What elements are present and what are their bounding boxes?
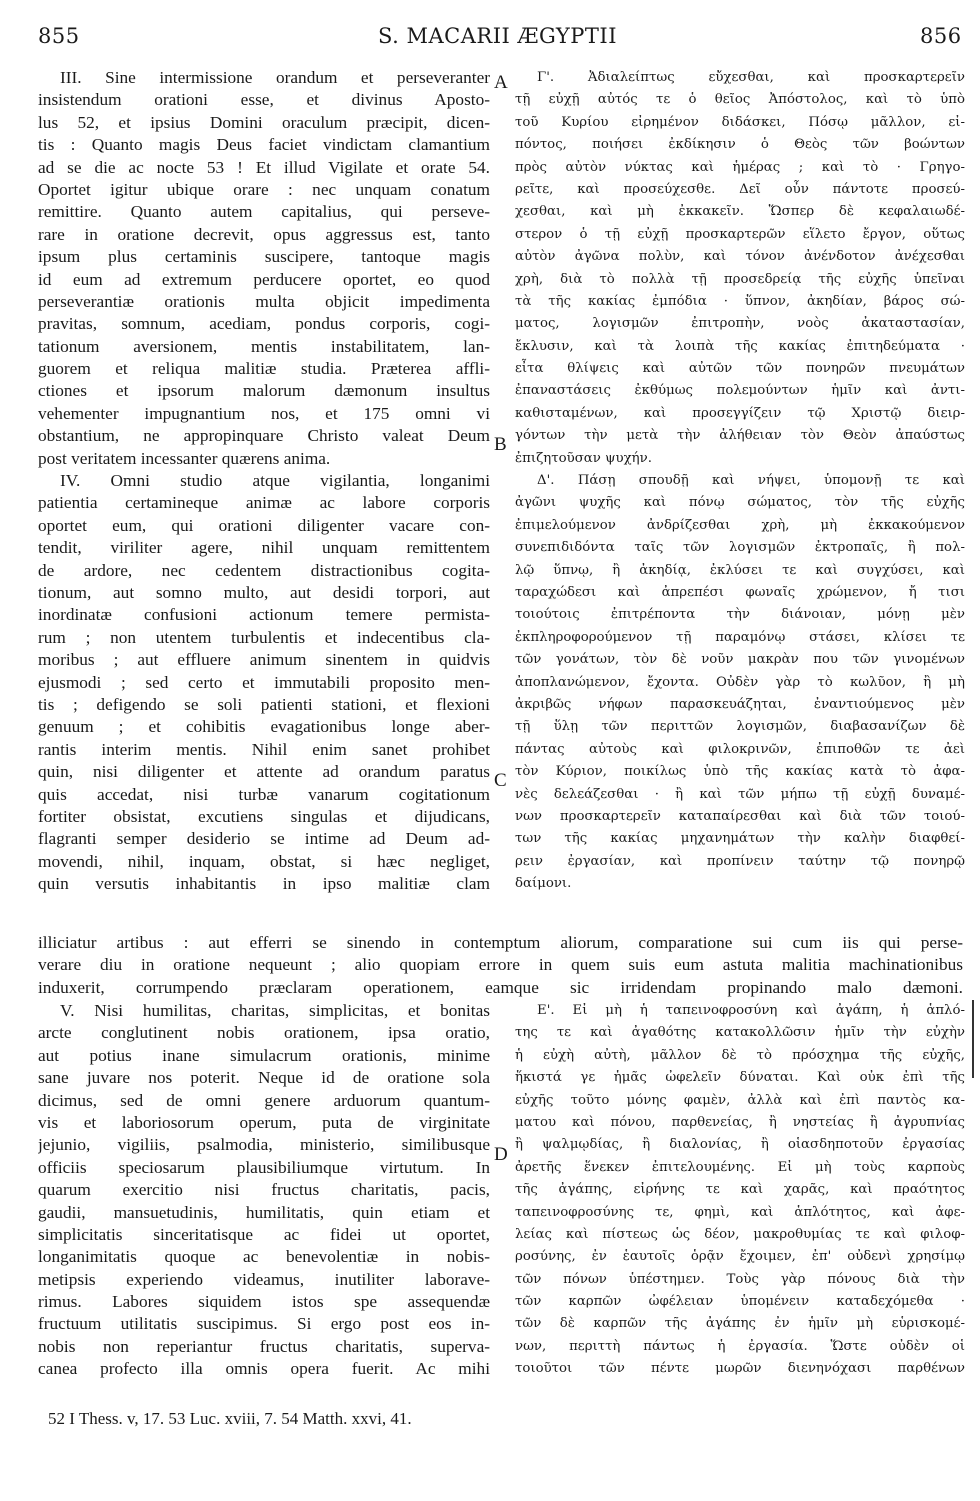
text-line: ἐπαναστάσεις ἐκθύμως πολεμούντων ἡμῖν καὶ ἀντι- [515, 383, 965, 399]
text-line: καθισταμένων, καὶ προσεγγίζειν τῷ Χριστῷ διειρ- [515, 405, 965, 421]
text-line: ἐπιζητοῦσαν ψυχήν. [515, 450, 652, 466]
text-line: nobis non reperiantur fructus charitatis, superva- [38, 1336, 490, 1356]
text-line: obstantium, ne appropinquare Christo valeat Deum [38, 426, 490, 446]
text-line: των τῆς κακίας μηχανημάτων τὴν καλὴν διαφθεί- [515, 831, 965, 847]
text-line: τῇ εὐχῇ αὐτός τε ὁ θεῖος Ἀπόστολος, καὶ τὸ ὑπὸ [515, 92, 965, 108]
text-line: ejusmodi ; sed certo et immutabili proposito men- [38, 672, 490, 692]
text-line: V. Nisi humilitas, charitas, simplicitas, et bonitas [60, 1001, 490, 1020]
text-line: illiciatur artibus : aut efferri se sinendo in contemptum aliorum, comparatione sui cum iis qui perse- [38, 933, 963, 952]
text-line: induxerit, corrumpendo præclaram operationem, eamque sic irridendam propinando malo dæmoni. [38, 977, 963, 997]
text-line: Γ'. Ἀδιαλείπτως εὔχεσθαι, καὶ προσκαρτερεῖν [537, 70, 965, 85]
latin-column-top [38, 67, 490, 895]
text-line: εὐχῆς τοῦτο μόνης φαμὲν, ἀλλὰ καὶ ἐπὶ παντὸς κα- [515, 1092, 965, 1108]
margin-rule [972, 1000, 974, 1078]
text-line: lus 52, et ipsius Domini oraculum præcipit, dicen- [38, 112, 490, 132]
text-line: oportet eum, qui orationi diligenter vacare con- [38, 515, 490, 535]
latin-column-bottom [38, 1000, 490, 1381]
text-line: ταπεινοφροσύνης τε, φημὶ, καὶ ἁπλότητος, καὶ ἀφε- [515, 1204, 965, 1220]
text-line: gaudii, mansuetudinis, humilitatis, quin etiam et [38, 1202, 490, 1222]
running-title: S. MACARII ÆGYPTII [378, 24, 617, 48]
text-line: τὸν Κύριον, ποικίλως ὑπὸ τῆς κακίας κατὰ τὸ ἀφα- [515, 764, 965, 780]
text-line: ἀκριβῶς νήφων παρασκευάζηται, ἐναντιούμενος μὲν [515, 696, 965, 712]
text-line: ματου καὶ πόνου, παρθενείας, ἢ νηστείας ἢ ἀγρυπνίας [515, 1114, 965, 1130]
text-line: III. Sine intermissione orandum et perseveranter [60, 68, 490, 87]
text-line: canea profecto illa omnis opera fuerit. Ac mihi [38, 1359, 490, 1379]
text-line: συνεπιδιδόντα ταῖς τῶν λογισμῶν ἐκτροπαῖς, ἢ πολ- [515, 540, 965, 556]
text-line: τὰ τῆς κακίας ἐμπόδια · ὕπνον, ἀκηδίαν, βάρος σώ- [515, 293, 965, 309]
text-line: post veritatem incessanter quærens anima. [38, 448, 331, 468]
text-line: χρὴ, διὰ τὸ πολλὰ τῇ προσεδρείᾳ τῆς εὐχῆς ὑπεῖναι [515, 271, 965, 287]
text-line: ροσύνης, ἐν ἑαυτοῖς ὁρᾷν ἔχοιμεν, ἐπ' οὐδενὶ χρησίμῳ [515, 1249, 965, 1265]
greek-column-top [515, 67, 965, 895]
text-line: vehementer impugnantium nos, et 175 omni vi [38, 403, 490, 423]
text-line: rum ; non utentem turbulentis et indecentibus cla- [38, 627, 490, 647]
text-line: ἐκπληροφορούμενον τῇ παραμόνῳ στάσει, κλίσει τε [515, 629, 965, 645]
text-line: ταραχώδεσι καὶ ἀπρεπέσι φωναῖς χρώμενον, ἤ τισι [515, 584, 965, 600]
text-line: movendi, nihil, inquam, obstat, si hæc negliget, [38, 851, 490, 871]
text-line: tis : Quanto magis Deus faciet vindictam clamantium [38, 135, 490, 155]
text-line: αὐτὸν ἀγῶνα πολὺν, καὶ τόνον ἀνένδοτον ἀνέχεσθαι [515, 249, 965, 265]
text-line: ἢ ψαλμῳδίας, ἢ διαλονίας, ἢ οἱασδηποτοῦν ἐργασίας [515, 1137, 965, 1153]
text-line: νὲς δελεάζεσθαι · ἢ καὶ τῶν μήπω τῇ εὐχῇ δυναμέ- [515, 786, 965, 802]
text-line: metipsis experiendo videamus, inutiliter laborave- [38, 1269, 490, 1289]
text-line: longanimitatis quoque ac benevolentiæ in nobis- [38, 1247, 490, 1267]
text-line: τοιοῦτοι τῶν πέντε μωρῶν διενηνόχασι παρθένων [515, 1361, 965, 1377]
text-line: ἔκλυσιν, καὶ τὰ λοιπὰ τῆς κακίας ἐπιτηδεύματα · [515, 338, 965, 354]
text-line: της τε καὶ ἀγαθότης κατακολλῶσιν ἡμῖν τὴν εὐχὴν [515, 1025, 965, 1041]
text-line: rantis interim mentis. Nihil enim sanet prohibet [38, 739, 490, 759]
text-line: πάντας αὐτοὺς καὶ φιλοκρινῶν, ἐπιποθῶν τε ἀεὶ [515, 741, 965, 757]
text-line: simplicitatis sinceritatisque ac fidei ut oportet, [38, 1224, 490, 1244]
text-line: ἀγῶνι ψυχῆς καὶ πόνῳ σώματος, τὸν τῆς εὐχῆς [515, 495, 965, 511]
text-line: rimus. Labores siquidem istos spe assequendæ [38, 1292, 490, 1312]
text-line: Ε'. Εἰ μὴ ἡ ταπεινοφροσύνη καὶ ἀγάπη, ἡ ἁπλό- [537, 1003, 965, 1018]
latin-full-width-lines [38, 932, 963, 999]
text-line: χεσθαι, καὶ μὴ ἐκκακεῖν. Ὥσπερ δὲ κεφαλαιωδέ- [515, 204, 965, 220]
text-line: dicimus, sed de omni genere arduorum quantum- [38, 1090, 490, 1110]
text-line: flagranti semper desiderio se intime ad Deum ad- [38, 829, 490, 849]
text-line: δαίμονι. [515, 876, 572, 892]
text-line: ρειν ἐργασίαν, καὶ προπίνειν ταύτην τῷ πονηρῷ [515, 853, 965, 869]
page-number-left: 855 [38, 24, 80, 48]
text-line: IV. Omni studio atque vigilantia, longanimi [60, 471, 490, 491]
text-line: de ardore, nec cedentem distractionibus cogita- [38, 560, 490, 580]
text-line: πρὸς αὐτὸν νύκτας καὶ ἡμέρας ; καὶ τὸ · Γρηγο- [515, 159, 965, 175]
text-line: perseverantiæ orationis multa objicit impedimenta [38, 291, 490, 311]
text-line: λῷ ὕπνῳ, ἢ ἀκηδίᾳ, ἐκλύσει τε καὶ συγχύσει, καὶ [515, 562, 965, 578]
text-line: τῇ ὕλῃ τῶν περιττῶν λογισμῶν, διαβασανίζων δὲ [515, 719, 965, 735]
text-line: insistendum orationi esse, et divinus Aposto- [38, 90, 490, 110]
text-line: τοῦ Κυρίου εἰρημένον διδάσκει, Πόσῳ μᾶλλον, εἰ- [515, 114, 965, 130]
text-line: fructuum utilitatis suscipimus. Si ergo post eos in- [38, 1314, 490, 1334]
text-line: Oportet igitur ubique orare : nec unquam conatum [38, 179, 490, 199]
text-line: ματος, λογισμῶν ἐπιτροπὴν, νοὸς ἀκαταστασίαν, [515, 316, 965, 332]
text-line: guorem et reliqua malitiæ studia. Præterea affli- [38, 359, 490, 379]
text-line: τῶν καρπῶν ὠφέλειαν ὑπομένειν καταδεχόμεθα · [515, 1294, 965, 1310]
text-line: ἐπιμελούμενον ἀνδρίζεσθαι χρὴ, μὴ ἐκκακούμενον [515, 517, 965, 533]
text-line: verare diu in oratione nequeunt ; alio quopiam errore in quem suis eum astuta malitia machinationibus [38, 955, 963, 975]
text-line: τῶν δὲ καρπῶν τῆς ἀγάπης ἐν ἡμῖν μὴ εὑρισκομέ- [515, 1316, 965, 1332]
text-line: quin, nisi diligenter et attente ad orandum paratus [38, 762, 490, 782]
text-line: tis ; defigendo se soli patienti stationi, et flexioni [38, 694, 490, 714]
margin-letter-b: B [494, 434, 507, 455]
text-line: τῆς ἀγάπης, εἰρήνης τε καὶ χαρᾶς, καὶ πραότητος [515, 1182, 965, 1198]
margin-letter-d: D [494, 1144, 508, 1165]
text-line: tationum aversionem, mentis instabilitatem, lan- [38, 336, 490, 356]
text-line: τοιούτοις ἐπιτρέποντα τὴν διάνοιαν, μόνῃ μὲν [515, 607, 965, 623]
text-line: inordinatæ confusioni actionum temere permista- [38, 605, 490, 625]
text-line: ἀποπλανώμενον, ἔχοντα. Οὐδὲν γὰρ τὸ κωλῦον, ἢ μὴ [515, 674, 965, 690]
text-line: moribus ; aut effluere animum sinentem in quidvis [38, 650, 490, 670]
text-line: aut potius inane simulacrum orationis, minime [38, 1045, 490, 1065]
text-line: τῶν πόνων ὑπέστημεν. Τοὺς γὰρ πόνους διὰ τὴν [515, 1271, 965, 1287]
text-line: ad se die ac nocte 53 ! Et illud Vigilate et orate 54. [38, 157, 490, 177]
text-line: rare in oratione decrevit, opus aggressus est, tanto [38, 224, 490, 244]
text-line: tendit, viriliter agere, nihil unquam remittentem [38, 538, 490, 558]
text-line: quarum exercitio nisi fructus charitatis, pacis, [38, 1180, 490, 1200]
text-line: ἡ εὐχὴ αὐτὴ, μᾶλλον δὲ τὸ πρόσχημα τῆς εὐχῆς, [515, 1047, 965, 1063]
text-line: sane juvare nos poterit. Neque id de oratione sola [38, 1068, 490, 1088]
text-line: νων προσκαρτερεῖν καταπαίρεσθαι καὶ διὰ τῶν τοιού- [515, 808, 965, 824]
text-line: fortiter obsistat, excutiens singulas et dijudicans, [38, 806, 490, 826]
text-line: πόντος, ποιήσει ἐκδίκησιν ὁ Θεὸς τῶν βοώντων [515, 137, 965, 153]
text-line: remittire. Quanto autem capitalius, qui perseve- [38, 202, 490, 222]
text-line: quin versutis inhabitantis in ipso malitiæ clam [38, 874, 490, 894]
footnotes: 52 I Thess. v, 17. 53 Luc. xviii, 7. 54 Matth. xxvi, 41. [48, 1409, 412, 1428]
text-line: γόντων τὴν μετὰ τὴν ἀλήθειαν τὸν Θεὸν ἀπαύστως [515, 428, 965, 444]
text-line: id eum ad extremum perducere oportet, eo quod [38, 269, 490, 289]
text-line: quis accedat, nisi turbæ vanarum cogitationum [38, 784, 490, 804]
text-line: pravitas, somnum, acediam, pondus corporis, cogi- [38, 314, 490, 334]
page-number-right: 856 [920, 24, 962, 48]
text-line: λείας καὶ πίστεως ὡς δέον, μακροθυμίας τε καὶ φιλοφ- [515, 1226, 965, 1242]
text-line: ρεῖτε, καὶ προσεύχεσθε. Δεῖ οὖν πάντοτε προσεύ- [515, 181, 965, 197]
text-line: στερον ὁ τῇ εὐχῇ προσκαρτερῶν εἵλετο ἔργον, οὕτως [515, 226, 965, 242]
text-line: Δ'. Πάσῃ σπουδῇ καὶ νήψει, ὑπομονῇ τε καὶ [537, 473, 965, 489]
text-line: ipsum plus certaminis suscipere, tantoque magis [38, 247, 490, 267]
text-line: genuum ; et cohibitis evagationibus longe aber- [38, 717, 490, 737]
margin-letter-c: C [494, 770, 507, 791]
text-line: arcte conglutinent nobis orationem, ipsa oratio, [38, 1023, 490, 1043]
text-line: εἶτα θλίψεις καὶ αὐτῶν τῶν πονηρῶν πνευμάτων [515, 361, 965, 377]
margin-letter-a: A [494, 72, 508, 93]
greek-column-bottom [515, 1000, 965, 1381]
text-line: ἥκιστά γε ἡμᾶς ὠφελεῖν δύναται. Καὶ οὐκ ἐπὶ τῆς [515, 1070, 965, 1086]
text-line: ἀρετῆς ἕνεκεν ἐπιτελουμένης. Εἰ μὴ τοὺς καρποὺς [515, 1159, 965, 1175]
text-line: officiis speciosarum plausibiliumque virtutum. In [38, 1157, 490, 1177]
text-line: ctiones et ipsorum malorum dæmonum insultus [38, 381, 490, 401]
text-line: jejunio, vigiliis, psalmodia, ministerio, similibusque [38, 1135, 490, 1155]
text-line: patientia certamineque animæ ac labore corporis [38, 493, 490, 513]
text-line: tionum, aut somno multo, aut desidi torpori, aut [38, 582, 490, 602]
text-line: νων, περιττὴ πάντως ἡ ἐργασία. Ὥστε οὐδὲν οἱ [515, 1338, 965, 1354]
text-line: τῶν γονάτων, τὸν δὲ νοῦν μακρὰν που τῶν γινομένων [515, 652, 965, 668]
text-line: vis et laboriosorum operum, puta de virginitate [38, 1112, 490, 1132]
